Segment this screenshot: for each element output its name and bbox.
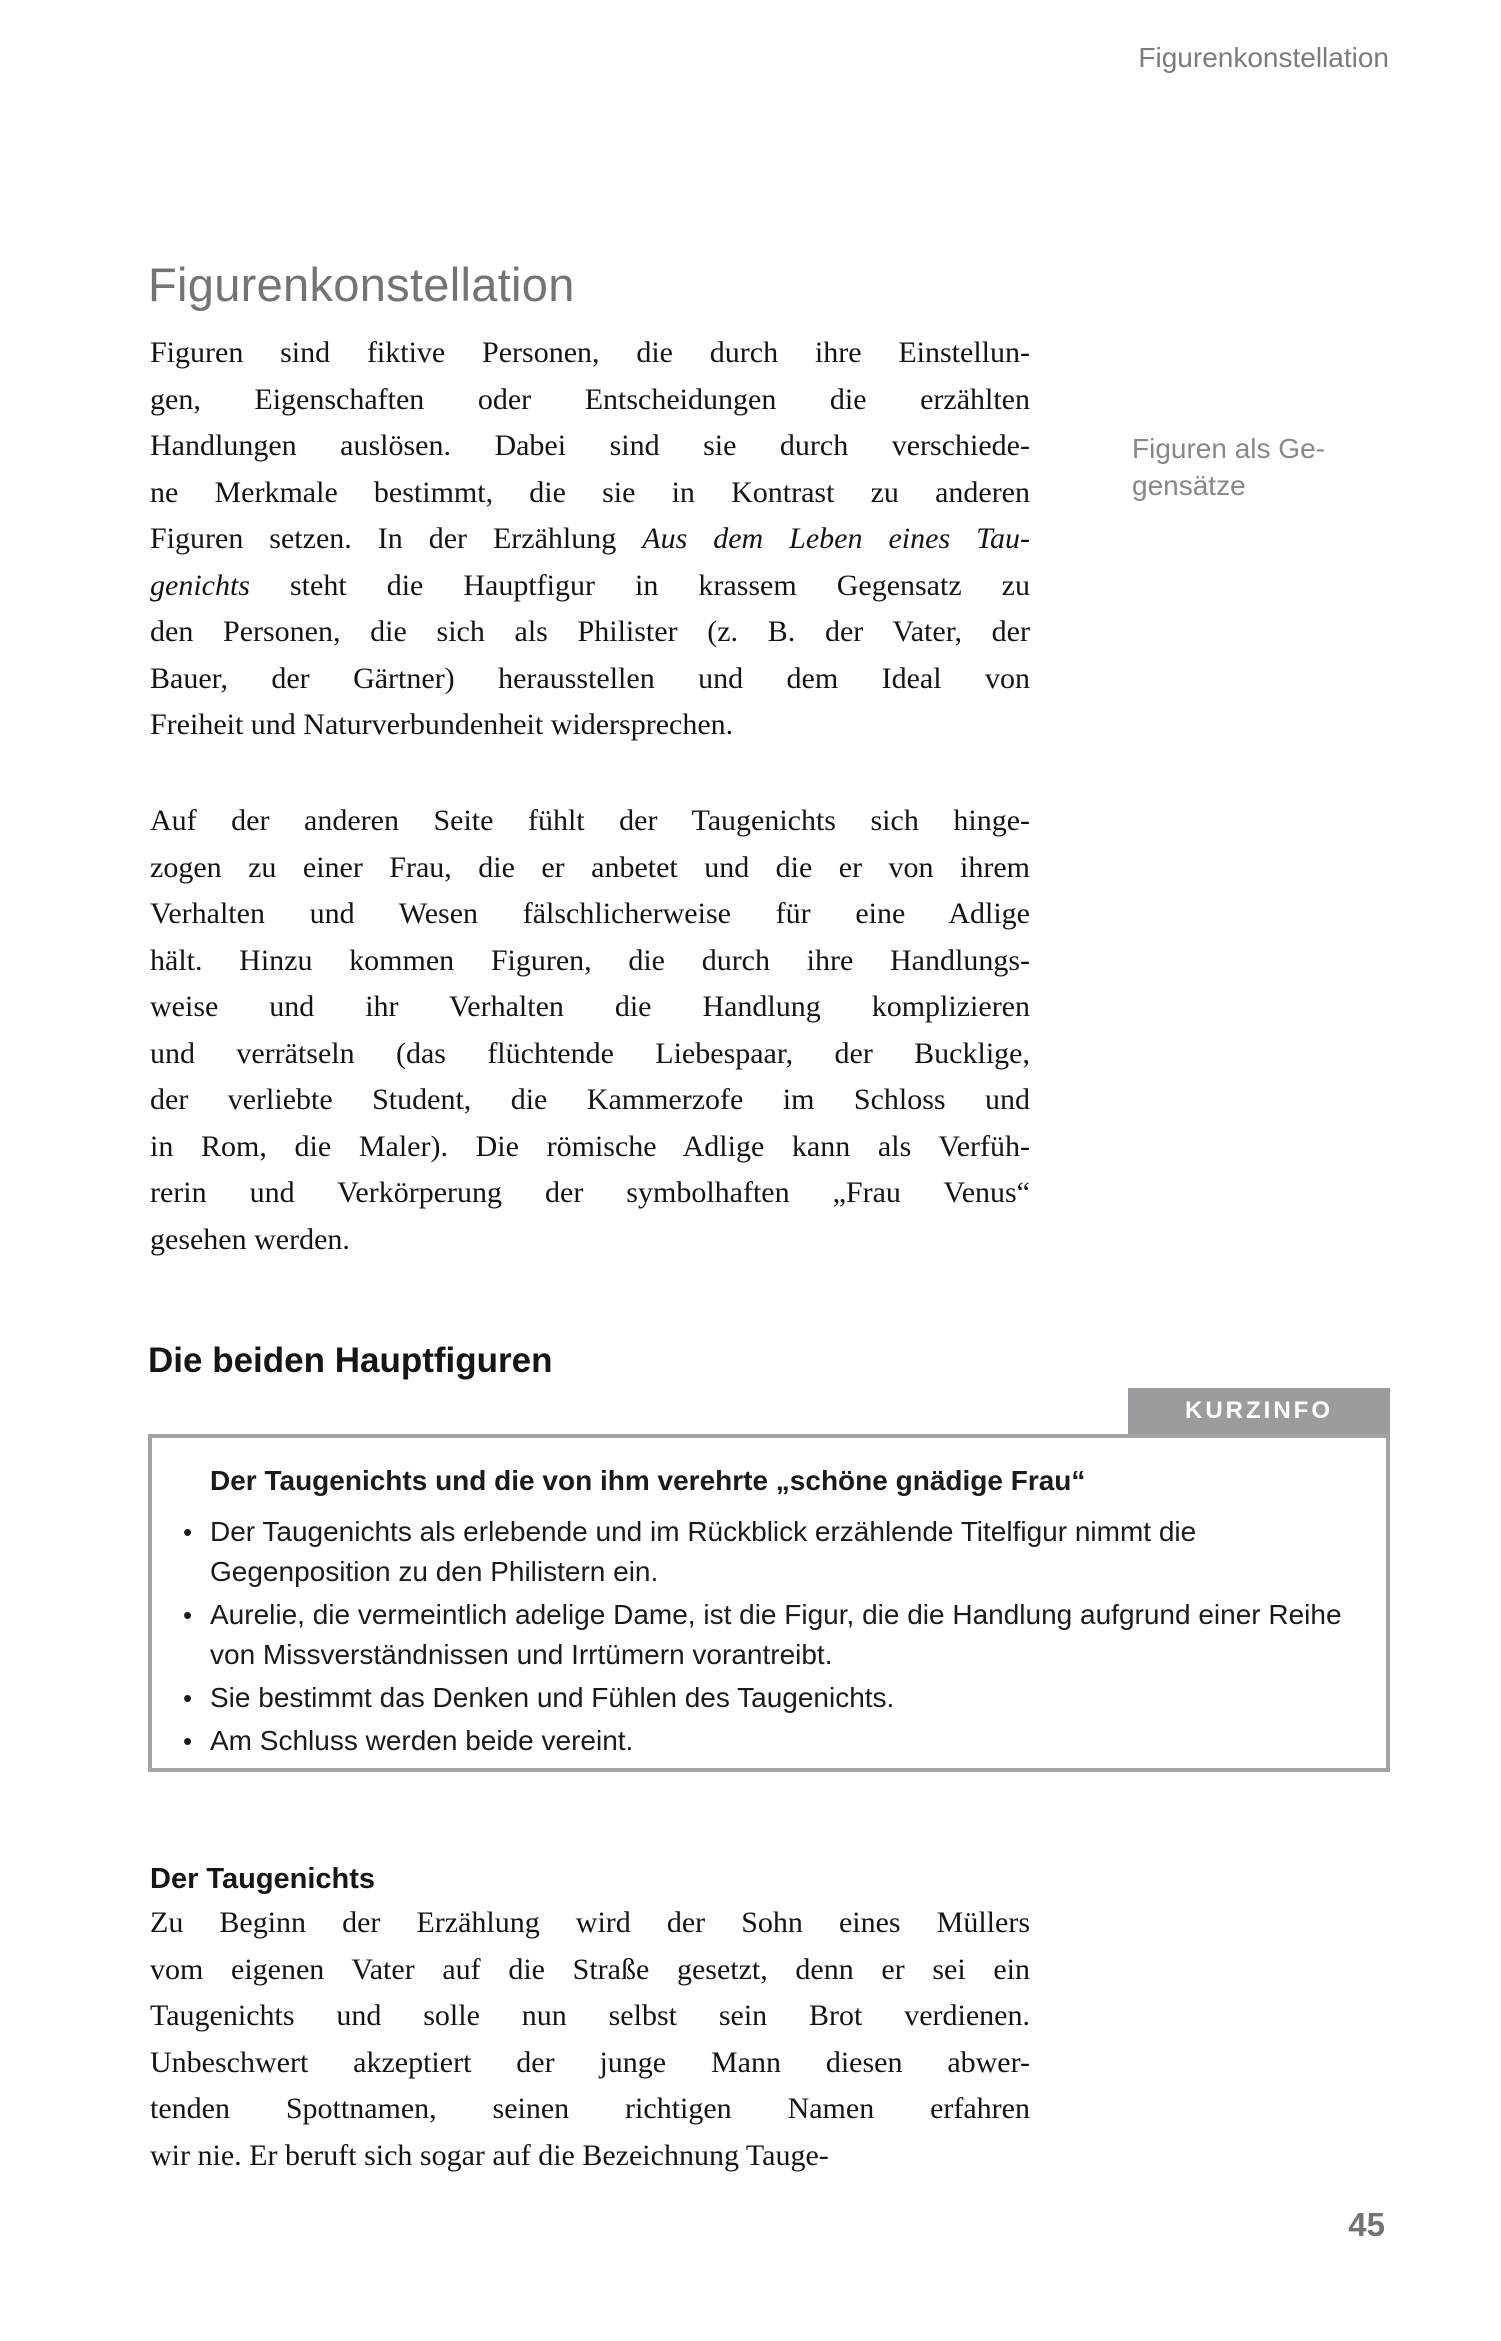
text-line: Freiheit und Naturverbundenheit widersprechen.: [150, 708, 734, 741]
section-heading: Die beiden Hauptfiguren: [148, 1341, 553, 1381]
text-line: hält. Hinzu kommen Figuren, die durch ihre Handlungs-: [150, 943, 1030, 977]
intro-paragraph: [150, 330, 1030, 749]
kurzinfo-bullet-list: [174, 1512, 1350, 1761]
text-line: ne Merkmale bestimmt, die sie in Kontrast zu anderen: [150, 475, 1030, 509]
text-line: zogen zu einer Frau, die er anbetet und die er von ihrem: [150, 850, 1030, 884]
kurzinfo-title: Der Taugenichts und die von ihm verehrte „schöne gnädige Frau“: [210, 1465, 1086, 1496]
kurzinfo-bullet-item: • Der Taugenichts als erlebende und im Rückblick erzählende Titelfigur nimmt die Gegenposition zu den Philistern ein.: [210, 1512, 1350, 1592]
text-line: tenden Spottnamen, seinen richtigen Namen erfahren: [150, 2092, 1030, 2125]
kurzinfo-bullet-item: • Sie bestimmt das Denken und Fühlen des Taugenichts.: [210, 1678, 1350, 1718]
text-line: gesehen werden.: [150, 1222, 350, 1256]
text-line: Figuren setzen. In der Erzählung Aus dem Leben eines Tau-: [150, 522, 1031, 555]
text-line: Verhalten und Wesen fälschlicherweise für eine Adlige: [150, 897, 1030, 930]
text-line: Bauer, der Gärtner) herausstellen und dem Ideal von: [150, 661, 1030, 695]
taugenichts-paragraph: [150, 1900, 1030, 2179]
opposites-paragraph: [150, 798, 1030, 1263]
text-line: Figuren als Ge-: [1132, 433, 1325, 464]
text-line: Figuren sind fiktive Personen, die durch ihre Einstellun-: [150, 336, 1030, 369]
text-line: Auf der anderen Seite fühlt der Taugenichts sich hinge-: [150, 804, 1030, 837]
text-line: gensätze: [1132, 470, 1246, 501]
text-line: wir nie. Er beruft sich sogar auf die Bezeichnung Tauge-: [150, 2138, 829, 2172]
text-line: rerin und Verkörperung der symbolhaften „Frau Venus“: [150, 1176, 1030, 1209]
text-line: Unbeschwert akzeptiert der junge Mann diesen abwer-: [150, 2045, 1030, 2079]
text-line: in Rom, die Maler). Die römische Adlige kann als Verfüh-: [150, 1129, 1030, 1163]
text-line: weise und ihr Verhalten die Handlung komplizieren: [150, 990, 1030, 1023]
kurzinfo-bullet-item: • Am Schluss werden beide vereint.: [210, 1721, 1350, 1761]
page-title: Figurenkonstellation: [148, 258, 575, 312]
text-line: Handlungen auslösen. Dabei sind sie durch verschiede-: [150, 429, 1030, 462]
text-line: Taugenichts und solle nun selbst sein Brot verdienen.: [150, 1999, 1030, 2032]
kurzinfo-box: [148, 1434, 1390, 1772]
running-head: Figurenkonstellation: [1138, 42, 1389, 73]
text-line: der verliebte Student, die Kammerzofe im Schloss und: [150, 1083, 1030, 1116]
kurzinfo-tab: [1128, 1388, 1390, 1434]
page-number: 45: [1348, 2206, 1385, 2243]
text-line: gen, Eigenschaften oder Entscheidungen die erzählten: [150, 382, 1030, 416]
text-line: genichts steht die Hauptfigur in krassem Gegensatz zu: [150, 568, 1030, 602]
text-line: vom eigenen Vater auf die Straße gesetzt, denn er sei ein: [150, 1952, 1030, 1986]
margin-note: [1132, 430, 1422, 504]
kurzinfo-bullet-item: • Aurelie, die vermeintlich adelige Dame, ist die Figur, die die Handlung aufgrund einer Reihe von Missverständnissen und Irrtümern vorantreibt.: [210, 1595, 1350, 1675]
text-line: Zu Beginn der Erzählung wird der Sohn eines Müllers: [150, 1906, 1030, 1939]
subheading-taugenichts: Der Taugenichts: [150, 1863, 376, 1895]
text-line: den Personen, die sich als Philister (z. B. der Vater, der: [150, 615, 1030, 648]
kurzinfo-label: KURZINFO: [1185, 1397, 1333, 1424]
text-line: und verrätseln (das flüchtende Liebespaar, der Bucklige,: [150, 1036, 1030, 1070]
